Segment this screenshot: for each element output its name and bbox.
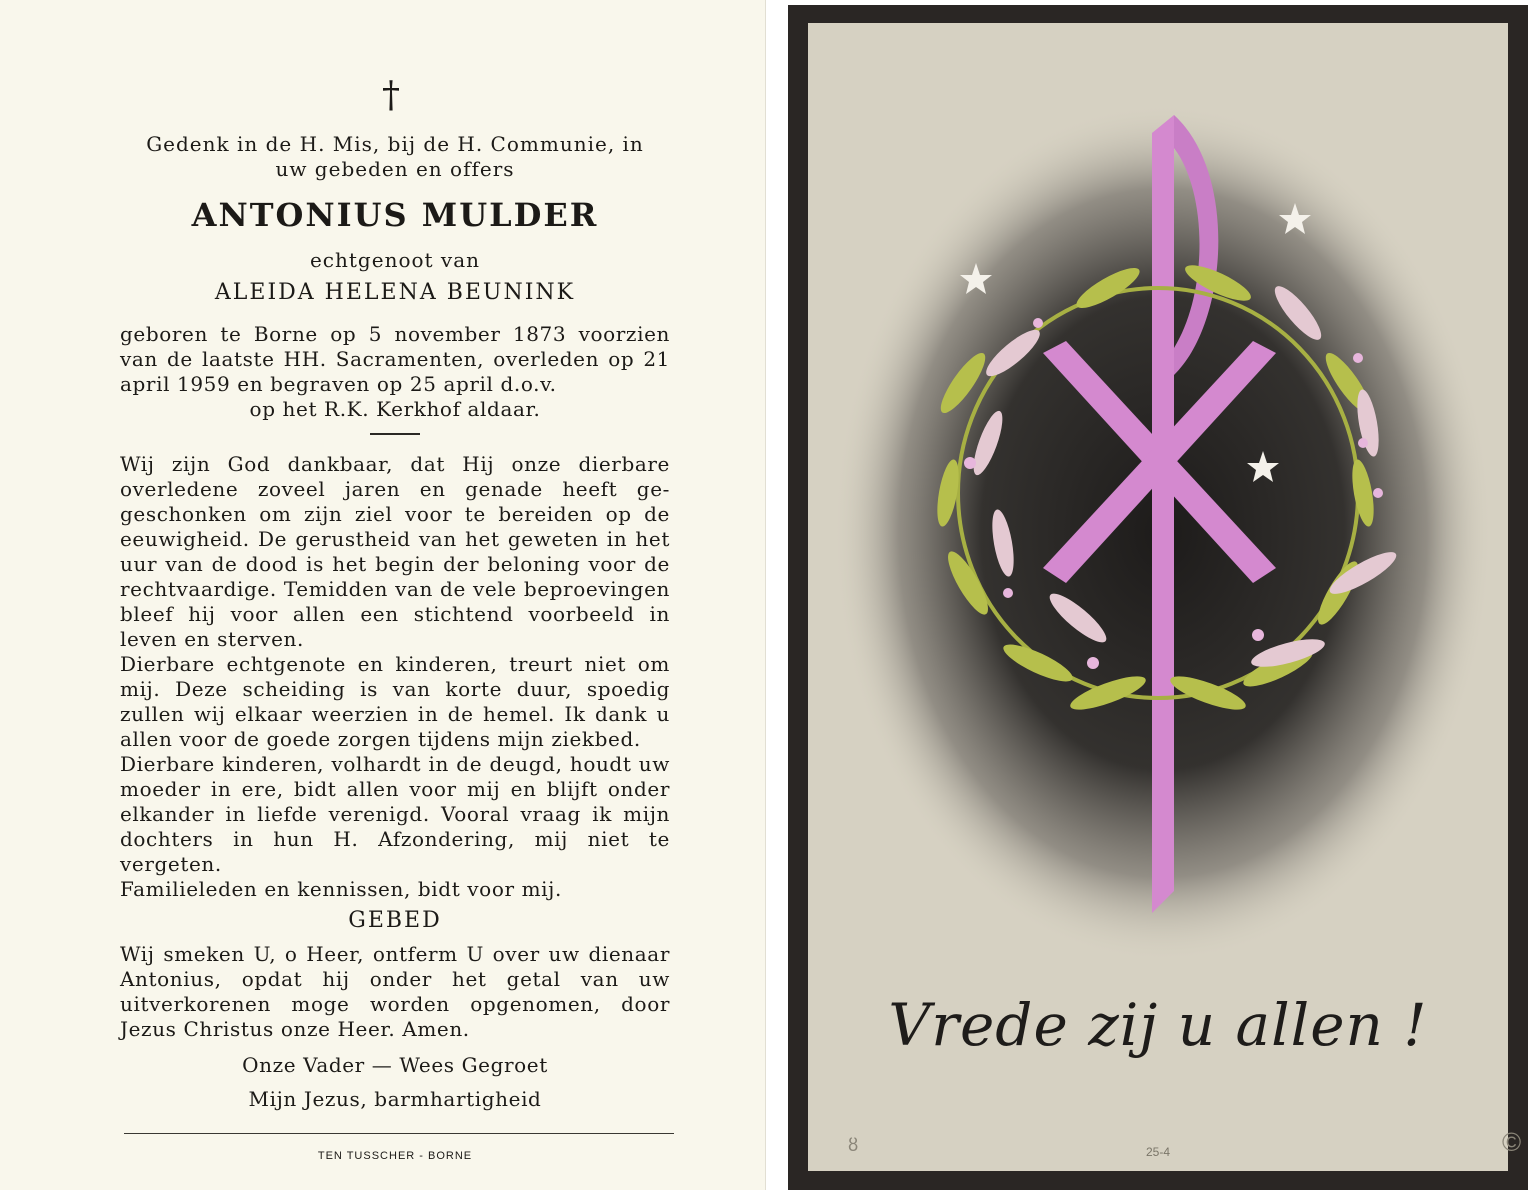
intro-line-1: Gedenk in de H. Mis, bij de H. Communie, in [146, 132, 644, 156]
spouse-name: ALEIDA HELENA BEUNINK [214, 280, 576, 305]
paragraph-spouse: Dierbare echtgenote en kinderen, treurt niet om mij. Deze scheiding is van korte duur, spoedig zullen wij elkaar weerzien in de hemel. Ik dank u allen voor de goede zorgen tijdens mijn ziekbed. [120, 652, 670, 751]
printer-imprint: TEN TUSSCHER - BORNE [317, 1150, 473, 1162]
memorial-text [120, 452, 670, 902]
memorial-card-image-side [788, 5, 1528, 1190]
biography-last-line: op het R.K. Kerkhof aldaar. [249, 397, 541, 421]
paragraph-family: Familieleden en kennissen, bidt voor mij. [120, 877, 562, 901]
spouse-label: echtgenoot van [309, 248, 481, 272]
illustration-panel [808, 23, 1522, 1171]
closing-prayers: Onze Vader — Wees Gegroet [242, 1053, 548, 1077]
cross-icon: † [382, 75, 400, 116]
paragraph-thanks: Wij zijn God dankbaar, dat Hij onze dierbare overledene zoveel jaren en genade heeft ge-geschonken om zijn ziel voor te bereiden op de eeuwigheid. De gerustheid van het geweten in het uur van de dood is het begin der beloning voor de rechtvaardige. Temidden van de vele beproevingen bleef hij voor allen een stichtend voorbeeld in leven en sterven. [120, 452, 670, 651]
motto-text: Vrede zij u allen ! [888, 991, 1428, 1059]
artist-monogram: ȣ [848, 1135, 859, 1155]
biography [120, 322, 670, 422]
paragraph-children: Dierbare kinderen, volhardt in de deugd, houdt uw moeder in ere, bidt allen voor mij en blijft onder elkander in liefde verenigd. Vooral vraag ik mijn dochters in hun H. Afzondering, mij niet te vergeten. [120, 752, 670, 876]
intro-text [120, 132, 670, 182]
publisher-mark: © [1502, 1127, 1522, 1157]
prayer-text: Wij smeken U, o Heer, ontferm U over uw dienaar Antonius, opdat hij onder het getal van uw uitverkorenen moge worden opgenomen, door Jezus Christus onze Heer. Amen. [120, 942, 670, 1041]
divider [370, 433, 420, 435]
bottom-divider [124, 1133, 674, 1134]
intro-line-2: uw gebeden en offers [275, 157, 515, 181]
closing-invocation: Mijn Jezus, barmhartigheid [248, 1087, 542, 1111]
prayer-heading: GEBED [348, 908, 442, 933]
biography-main: geboren te Borne op 5 november 1873 voorzien van de laatste HH. Sacramenten, overleden op 21 april 1959 en begraven op 25 april d.o.v. [120, 322, 670, 396]
deceased-name: ANTONIUS MULDER [191, 196, 599, 234]
plate-number: 25-4 [1145, 1145, 1171, 1159]
memorial-card-text-side [0, 0, 766, 1190]
